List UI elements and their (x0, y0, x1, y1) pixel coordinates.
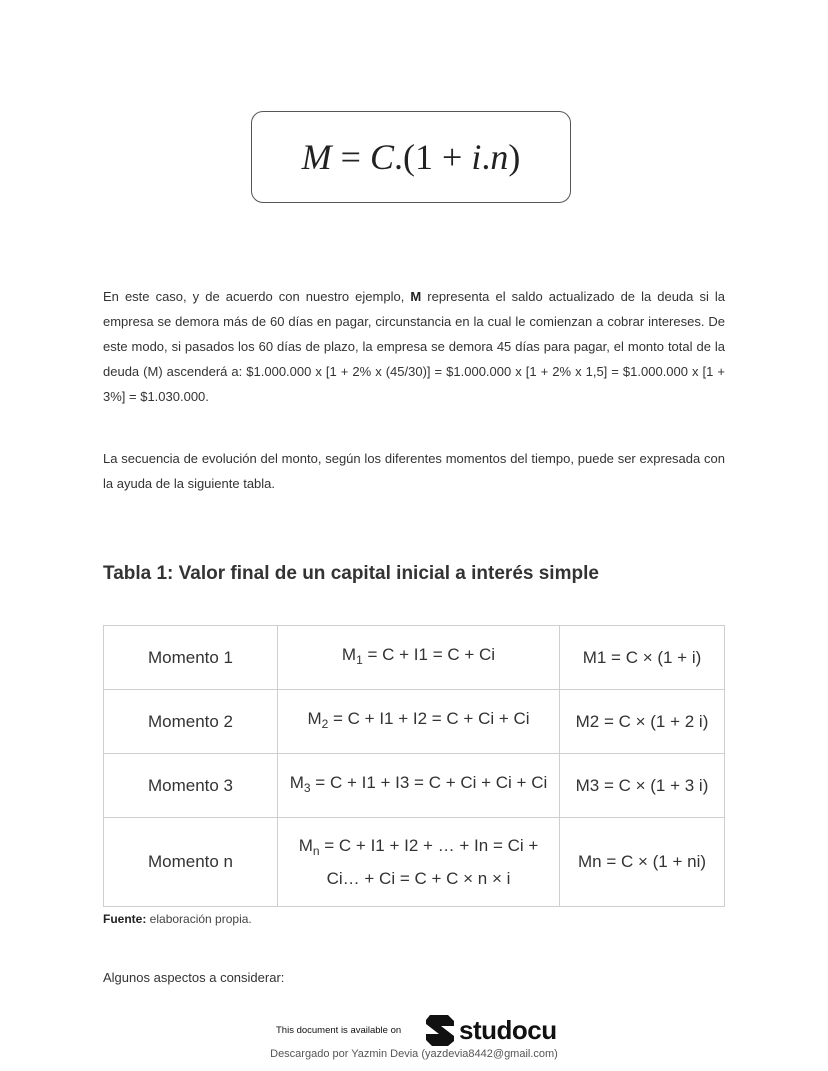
formula-cell: Mn = C × (1 + ni) (560, 818, 725, 907)
formula-plus: + (442, 137, 463, 177)
table-row (104, 626, 725, 690)
sum-cell (278, 754, 560, 818)
formula-i: i (471, 137, 482, 177)
formula-cell: M1 = C × (1 + i) (560, 626, 725, 690)
sum-subscript: n (312, 843, 320, 858)
sum-m: M (307, 709, 322, 728)
paragraph-intro: En este caso, y de acuerdo con nuestro ejemplo, (103, 289, 411, 304)
compound-formula (302, 136, 521, 178)
paragraph-sequence: La secuencia de evolución del monto, según los diferentes momentos del tiempo, puede ser expresada con la ayuda de la siguiente tabla. (103, 451, 725, 491)
formula-dot: . (394, 137, 403, 177)
studocu-wordmark: studocu (459, 1014, 557, 1045)
formula-open: (1 (403, 137, 433, 177)
studocu-logo[interactable] (424, 1013, 557, 1047)
interest-table (103, 625, 725, 907)
formula-m: M (301, 137, 332, 177)
formula-close: ) (508, 137, 521, 177)
sum-m: M (298, 835, 313, 855)
sum-text: = C + I1 + I2 + … + In = Ci + (319, 835, 539, 855)
sum-text: = C + I1 = C + Ci (362, 645, 496, 664)
moment-cell: Momento n (104, 818, 278, 907)
formula-equals: = (340, 137, 361, 177)
formula-dot2: . (481, 137, 491, 177)
table-row (104, 818, 725, 907)
sum-text: = C + I1 + I3 = C + Ci + Ci + Ci (310, 773, 548, 792)
sum-cell (278, 690, 560, 754)
formula-cell: M2 = C × (1 + 2 i) (560, 690, 725, 754)
source-note (103, 912, 252, 926)
table-title: Tabla 1: Valor final de un capital inicial a interés simple (103, 563, 599, 584)
sum-cell (278, 818, 560, 907)
sum-subscript: 1 (356, 653, 363, 667)
sum-subscript: 2 (321, 717, 329, 731)
sum-subscript: 3 (303, 781, 311, 795)
sum-text: = C + I1 + I2 = C + Ci + Ci (328, 709, 530, 728)
moment-cell: Momento 3 (104, 754, 278, 818)
paragraph-explanation (103, 284, 725, 409)
moment-cell: Momento 2 (104, 690, 278, 754)
sum-text-continued: Ci… + Ci = C + C × n × i (326, 868, 511, 888)
formula-c: C (369, 137, 394, 177)
source-label: Fuente: (103, 912, 147, 926)
table-row (104, 690, 725, 754)
download-note: Descargado por Yazmin Devia (yazdevia8442@gmail.com) (270, 1048, 558, 1060)
formula-cell: M3 = C × (1 + 3 i) (560, 754, 725, 818)
table-row (104, 754, 725, 818)
availability-note: This document is available on (276, 1025, 402, 1036)
paragraph-rest: representa el saldo actualizado de la deuda si la empresa se demora más de 60 días en pagar, circunstancia en la cual le comienzan a cobrar intereses. De este modo, si pasados los 60 días de plazo, la empresa se demora 45 días para pagar, el monto total de la deuda (M) ascenderá a: $1.000.000 x [1 + 2% x (45/30)] = $1.000.000 x [1 + 2% x 1,5] = $1.000.000 x [1 + 3%] = $1.030.000. (103, 289, 725, 404)
formula-n: n (490, 137, 509, 177)
source-text: elaboración propia. (146, 912, 252, 926)
sum-cell (278, 626, 560, 690)
considerations-heading: Algunos aspectos a considerar: (103, 970, 285, 985)
sum-m: M (341, 645, 357, 664)
studocu-icon (424, 1013, 456, 1047)
paragraph-bold-m: M (410, 289, 422, 304)
moment-cell: Momento 1 (104, 626, 278, 690)
formula-box (251, 111, 571, 203)
sum-m: M (289, 773, 304, 792)
